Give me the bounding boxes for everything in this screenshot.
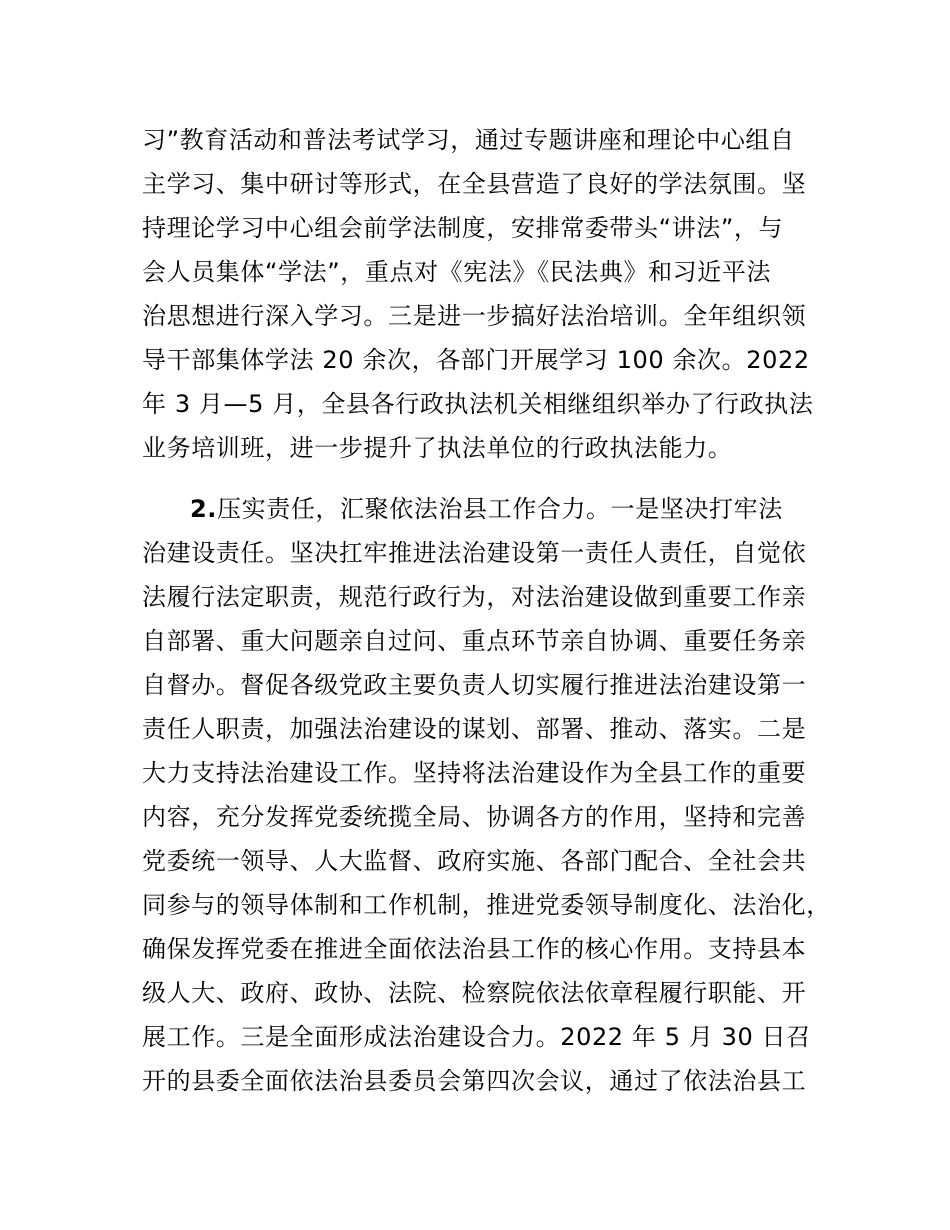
text-line: 持理论学习中心组会前学法制度，安排常委带头“讲法”，与: [142, 214, 784, 242]
text-line: 内容，充分发挥党委统揽全局、协调各方的作用，坚持和完善: [142, 803, 807, 831]
text-line: 级人大、政府、政协、法院、检察院依法依章程履行职能、开: [142, 979, 807, 1007]
text-line: 年 3 月—5 月，全县各行政执法机关相继组织举办了行政执法: [142, 390, 814, 418]
text-line: 习”教育活动和普法考试学习，通过专题讲座和理论中心组自: [142, 126, 795, 154]
text-line: 主学习、集中研讨等形式，在全县营造了良好的学法氛围。坚: [142, 170, 807, 198]
text-line: 展工作。三是全面形成法治建设合力。2022 年 5 月 30 日召: [142, 1023, 811, 1051]
text-line: 确保发挥党委在推进全面依法治县工作的核心作用。支持县本: [142, 935, 807, 963]
text-line: 导干部集体学法 20 余次，各部门开展学习 100 余次。2022: [142, 346, 810, 374]
text-line: 同参与的领导体制和工作机制，推进党委领导制度化、法治化，: [142, 891, 831, 919]
text-line: 会人员集体“学法”，重点对《宪法》《民法典》和习近平法: [142, 258, 772, 286]
heading-number: 2.: [190, 495, 218, 523]
text-line: 法履行法定职责，规范行政行为，对法治建设做到重要工作亲: [142, 583, 807, 611]
text-line: 治建设责任。坚决扛牢推进法治建设第一责任人责任，自觉依: [142, 539, 807, 567]
text-line: 责任人职责，加强法治建设的谋划、部署、推动、落实。二是: [142, 715, 807, 743]
heading-text: 压实责任，汇聚依法治县工作合力。一是坚决打牢法: [217, 495, 783, 523]
text-line: 治思想进行深入学习。三是进一步搞好法治培训。全年组织领: [142, 302, 807, 330]
text-line: 大力支持法治建设工作。坚持将法治建设作为全县工作的重要: [142, 759, 807, 787]
text-line: 自督办。督促各级党政主要负责人切实履行推进法治建设第一: [142, 671, 807, 699]
text-line: 自部署、重大问题亲自过问、重点环节亲自协调、重要任务亲: [142, 627, 807, 655]
text-line: 开的县委全面依法治县委员会第四次会议，通过了依法治县工: [142, 1067, 807, 1095]
paragraph-heading-line: [190, 487, 783, 531]
text-line: 业务培训班，进一步提升了执法单位的行政执法能力。: [142, 434, 733, 462]
text-line: 党委统一领导、人大监督、政府实施、各部门配合、全社会共: [142, 847, 807, 875]
